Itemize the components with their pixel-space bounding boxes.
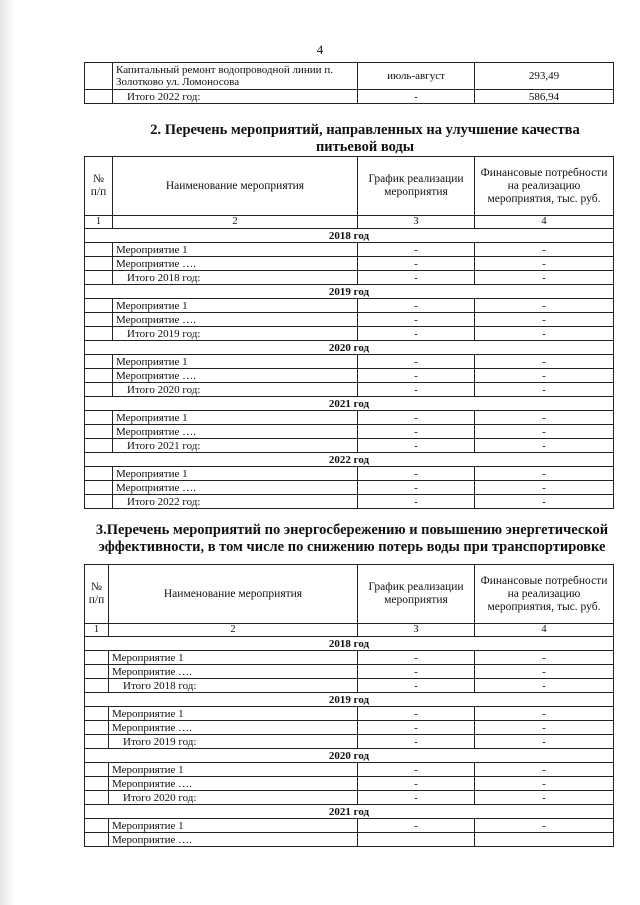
name-cell: Мероприятие 1 bbox=[109, 819, 358, 833]
table-row bbox=[85, 819, 614, 833]
header-num: № п/п bbox=[85, 565, 109, 624]
schedule-cell: - bbox=[358, 299, 475, 313]
name-cell: Мероприятие 1 bbox=[113, 243, 358, 257]
num-cell bbox=[85, 90, 113, 104]
index-cell: 3 bbox=[358, 624, 475, 637]
year-label: 2020 год bbox=[85, 341, 614, 355]
finance-cell: - bbox=[475, 721, 614, 735]
schedule-cell: - bbox=[358, 481, 475, 495]
name-cell: Мероприятие 1 bbox=[113, 411, 358, 425]
year-row bbox=[85, 341, 614, 355]
finance-cell: - bbox=[475, 355, 614, 369]
table-row bbox=[85, 411, 614, 425]
schedule-cell: - bbox=[358, 651, 475, 665]
schedule-cell: - bbox=[358, 257, 475, 271]
table-row bbox=[85, 679, 614, 693]
top-table bbox=[84, 62, 614, 104]
finance-cell: - bbox=[475, 707, 614, 721]
num-cell bbox=[85, 467, 113, 481]
name-cell: Мероприятие …. bbox=[109, 833, 358, 847]
finance-cell: - bbox=[475, 679, 614, 693]
schedule-cell: - bbox=[358, 777, 475, 791]
finance-cell: - bbox=[475, 791, 614, 805]
table-row bbox=[85, 327, 614, 341]
num-cell bbox=[85, 819, 109, 833]
table-row bbox=[85, 707, 614, 721]
header-schedule: График реализации мероприятия bbox=[358, 565, 475, 624]
scan-edge-shadow bbox=[0, 0, 14, 905]
year-label: 2019 год bbox=[85, 693, 614, 707]
name-cell: Итого 2022 год: bbox=[113, 90, 358, 104]
year-row bbox=[85, 749, 614, 763]
schedule-cell: - bbox=[358, 665, 475, 679]
finance-cell: - bbox=[475, 243, 614, 257]
name-cell: Мероприятие …. bbox=[113, 481, 358, 495]
finance-cell: - bbox=[475, 819, 614, 833]
year-label: 2019 год bbox=[85, 285, 614, 299]
num-cell bbox=[85, 327, 113, 341]
amount-cell: 586,94 bbox=[475, 90, 614, 104]
schedule-cell: - bbox=[358, 355, 475, 369]
finance-cell bbox=[475, 833, 614, 847]
table-row bbox=[85, 665, 614, 679]
header-finance: Финансовые потребности на реализацию мероприятия, тыс. руб. bbox=[475, 157, 614, 216]
finance-cell: - bbox=[475, 257, 614, 271]
section3-title: 3.Перечень мероприятий по энергосбережению и повышению энергетической эффективности, в том числе по снижению потерь воды при транспортировке bbox=[95, 522, 609, 555]
name-cell: Мероприятие 1 bbox=[113, 299, 358, 313]
table-row bbox=[85, 735, 614, 749]
table-row bbox=[85, 313, 614, 327]
year-label: 2021 год bbox=[85, 397, 614, 411]
section3-table bbox=[84, 564, 614, 847]
table-row bbox=[85, 63, 614, 90]
index-cell: 3 bbox=[358, 216, 475, 229]
header-row bbox=[85, 157, 614, 216]
table-row bbox=[85, 763, 614, 777]
schedule-cell: - bbox=[358, 467, 475, 481]
finance-cell: - bbox=[475, 763, 614, 777]
finance-cell: - bbox=[475, 383, 614, 397]
schedule-cell: - bbox=[358, 271, 475, 285]
table-row bbox=[85, 383, 614, 397]
num-cell bbox=[85, 707, 109, 721]
num-cell bbox=[85, 679, 109, 693]
page-number: 4 bbox=[316, 42, 324, 57]
schedule-cell: - bbox=[358, 819, 475, 833]
table-row bbox=[85, 467, 614, 481]
num-cell bbox=[85, 721, 109, 735]
name-cell: Мероприятие …. bbox=[109, 665, 358, 679]
table-row bbox=[85, 257, 614, 271]
section2-title: 2. Перечень мероприятий, направленных на улучшение качества питьевой воды bbox=[150, 122, 580, 155]
num-cell bbox=[85, 257, 113, 271]
name-cell: Итого 2020 год: bbox=[113, 383, 358, 397]
amount-cell: 293,49 bbox=[475, 63, 614, 90]
index-cell: 4 bbox=[475, 216, 614, 229]
num-cell bbox=[85, 63, 113, 90]
year-label: 2018 год bbox=[85, 229, 614, 243]
schedule-cell: - bbox=[358, 763, 475, 777]
num-cell bbox=[85, 833, 109, 847]
table-row bbox=[85, 791, 614, 805]
schedule-cell: - bbox=[358, 90, 475, 104]
table-row bbox=[85, 355, 614, 369]
num-cell bbox=[85, 425, 113, 439]
num-cell bbox=[85, 777, 109, 791]
header-schedule: График реализации мероприятия bbox=[358, 157, 475, 216]
year-label: 2018 год bbox=[85, 637, 614, 651]
schedule-cell: - bbox=[358, 243, 475, 257]
schedule-cell: - bbox=[358, 369, 475, 383]
name-cell: Мероприятие 1 bbox=[113, 467, 358, 481]
table-row bbox=[85, 425, 614, 439]
finance-cell: - bbox=[475, 495, 614, 509]
name-cell: Капитальный ремонт водопроводной линии п. Золотково ул. Ломоносова bbox=[113, 63, 358, 90]
name-cell: Итого 2022 год: bbox=[113, 495, 358, 509]
name-cell: Итого 2020 год: bbox=[109, 791, 358, 805]
schedule-cell: - bbox=[358, 791, 475, 805]
schedule-cell: - bbox=[358, 439, 475, 453]
schedule-cell: - bbox=[358, 313, 475, 327]
table-row bbox=[85, 299, 614, 313]
table-row bbox=[85, 833, 614, 847]
num-cell bbox=[85, 271, 113, 285]
table-row bbox=[85, 651, 614, 665]
name-cell: Мероприятие …. bbox=[109, 777, 358, 791]
schedule-cell: - bbox=[358, 425, 475, 439]
finance-cell: - bbox=[475, 467, 614, 481]
index-cell: 4 bbox=[475, 624, 614, 637]
name-cell: Итого 2021 год: bbox=[113, 439, 358, 453]
finance-cell: - bbox=[475, 313, 614, 327]
schedule-cell: - bbox=[358, 707, 475, 721]
num-cell bbox=[85, 665, 109, 679]
header-name: Наименование мероприятия bbox=[113, 157, 358, 216]
year-row bbox=[85, 637, 614, 651]
num-cell bbox=[85, 763, 109, 777]
schedule-cell: - bbox=[358, 327, 475, 341]
finance-cell: - bbox=[475, 411, 614, 425]
finance-cell: - bbox=[475, 439, 614, 453]
name-cell: Мероприятие …. bbox=[113, 425, 358, 439]
name-cell: Мероприятие 1 bbox=[109, 651, 358, 665]
name-cell: Мероприятие 1 bbox=[109, 763, 358, 777]
name-cell: Итого 2019 год: bbox=[113, 327, 358, 341]
index-cell: 1 bbox=[85, 216, 113, 229]
year-label: 2022 год bbox=[85, 453, 614, 467]
header-row bbox=[85, 565, 614, 624]
schedule-cell: - bbox=[358, 721, 475, 735]
schedule-cell: - bbox=[358, 495, 475, 509]
num-cell bbox=[85, 439, 113, 453]
schedule-cell: июль-август bbox=[358, 63, 475, 90]
table-row bbox=[85, 243, 614, 257]
finance-cell: - bbox=[475, 665, 614, 679]
header-finance: Финансовые потребности на реализацию мероприятия, тыс. руб. bbox=[475, 565, 614, 624]
num-cell bbox=[85, 791, 109, 805]
name-cell: Мероприятие 1 bbox=[113, 355, 358, 369]
section2-table bbox=[84, 156, 614, 509]
table-row bbox=[85, 369, 614, 383]
name-cell: Итого 2018 год: bbox=[113, 271, 358, 285]
year-label: 2021 год bbox=[85, 805, 614, 819]
year-row bbox=[85, 397, 614, 411]
name-cell: Итого 2018 год: bbox=[109, 679, 358, 693]
finance-cell: - bbox=[475, 299, 614, 313]
index-row bbox=[85, 216, 614, 229]
finance-cell: - bbox=[475, 651, 614, 665]
year-row bbox=[85, 805, 614, 819]
finance-cell: - bbox=[475, 369, 614, 383]
num-cell bbox=[85, 355, 113, 369]
num-cell bbox=[85, 299, 113, 313]
schedule-cell: - bbox=[358, 679, 475, 693]
name-cell: Мероприятие …. bbox=[113, 313, 358, 327]
num-cell bbox=[85, 383, 113, 397]
finance-cell: - bbox=[475, 777, 614, 791]
year-row bbox=[85, 285, 614, 299]
finance-cell: - bbox=[475, 271, 614, 285]
table-row bbox=[85, 90, 614, 104]
name-cell: Мероприятие …. bbox=[113, 369, 358, 383]
table-row bbox=[85, 495, 614, 509]
index-cell: 1 bbox=[85, 624, 109, 637]
header-name: Наименование мероприятия bbox=[109, 565, 358, 624]
finance-cell: - bbox=[475, 735, 614, 749]
num-cell bbox=[85, 735, 109, 749]
num-cell bbox=[85, 495, 113, 509]
schedule-cell bbox=[358, 833, 475, 847]
finance-cell: - bbox=[475, 327, 614, 341]
num-cell bbox=[85, 651, 109, 665]
num-cell bbox=[85, 411, 113, 425]
header-num: № п/п bbox=[85, 157, 113, 216]
index-cell: 2 bbox=[113, 216, 358, 229]
table-row bbox=[85, 777, 614, 791]
name-cell: Мероприятие …. bbox=[113, 257, 358, 271]
num-cell bbox=[85, 313, 113, 327]
num-cell bbox=[85, 243, 113, 257]
table-row bbox=[85, 721, 614, 735]
schedule-cell: - bbox=[358, 411, 475, 425]
finance-cell: - bbox=[475, 425, 614, 439]
year-row bbox=[85, 453, 614, 467]
year-row bbox=[85, 693, 614, 707]
num-cell bbox=[85, 369, 113, 383]
year-label: 2020 год bbox=[85, 749, 614, 763]
index-cell: 2 bbox=[109, 624, 358, 637]
year-row bbox=[85, 229, 614, 243]
table-row bbox=[85, 271, 614, 285]
index-row bbox=[85, 624, 614, 637]
name-cell: Мероприятие …. bbox=[109, 721, 358, 735]
table-row bbox=[85, 481, 614, 495]
name-cell: Итого 2019 год: bbox=[109, 735, 358, 749]
num-cell bbox=[85, 481, 113, 495]
name-cell: Мероприятие 1 bbox=[109, 707, 358, 721]
finance-cell: - bbox=[475, 481, 614, 495]
schedule-cell: - bbox=[358, 383, 475, 397]
schedule-cell: - bbox=[358, 735, 475, 749]
table-row bbox=[85, 439, 614, 453]
